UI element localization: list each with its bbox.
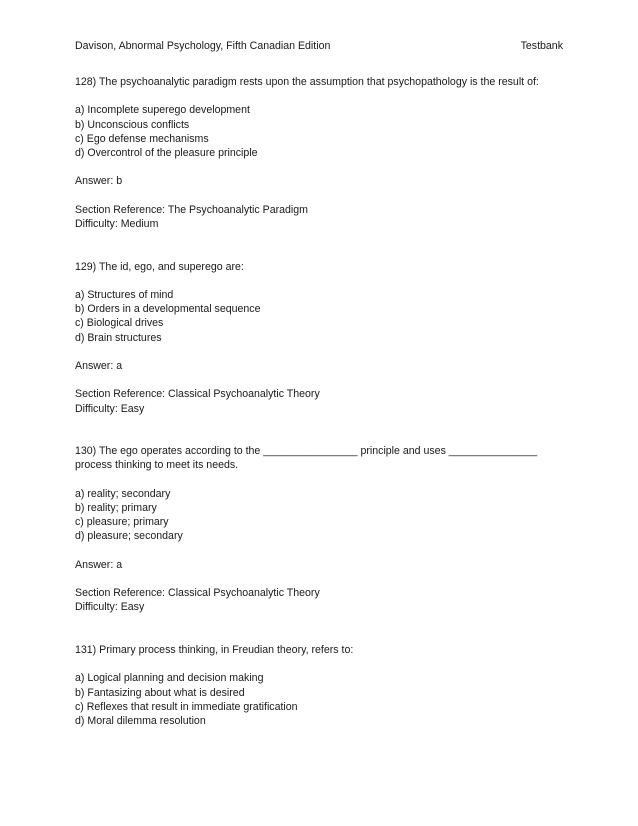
- answer-option: d) Overcontrol of the pleasure principle: [75, 147, 258, 159]
- answer-option: a) reality; secondary: [75, 487, 171, 500]
- answer-option: a) Structures of mind: [75, 288, 174, 301]
- answer-option: a) Logical planning and decision making: [75, 672, 264, 685]
- difficulty-level: Difficulty: Easy: [75, 601, 145, 614]
- question-131: [75, 643, 565, 728]
- question-stem: 129) The id, ego, and superego are:: [75, 260, 244, 273]
- answer-option: c) Biological drives: [75, 317, 164, 330]
- question-130: [75, 444, 565, 614]
- question-stem: 130) The ego operates according to the ________________ principle and uses _______________ process thinking to meet its needs.: [75, 445, 538, 472]
- section-reference: Section Reference: The Psychoanalytic Paradigm: [75, 203, 308, 216]
- correct-answer: Answer: a: [75, 359, 123, 372]
- page-content: [75, 75, 565, 728]
- answer-option: c) Ego defense mechanisms: [75, 132, 209, 145]
- answer-option: d) pleasure; secondary: [75, 530, 183, 543]
- question-129: [75, 260, 565, 416]
- question-stem: 131) Primary process thinking, in Freudian theory, refers to:: [75, 643, 354, 656]
- page-header: [75, 39, 563, 53]
- question-stem: 128) The psychoanalytic paradigm rests upon the assumption that psychopathology is the result of:: [75, 76, 539, 88]
- answer-option: b) Orders in a developmental sequence: [75, 303, 261, 316]
- answer-option: d) Brain structures: [75, 331, 162, 344]
- answer-option: b) Fantasizing about what is desired: [75, 686, 245, 699]
- answer-option: c) pleasure; primary: [75, 516, 169, 529]
- correct-answer: Answer: a: [75, 558, 123, 571]
- section-reference: Section Reference: Classical Psychoanalytic Theory: [75, 388, 320, 401]
- correct-answer: Answer: b: [75, 175, 123, 188]
- difficulty-level: Difficulty: Easy: [75, 402, 145, 415]
- section-reference: Section Reference: Classical Psychoanalytic Theory: [75, 587, 320, 600]
- answer-option: b) reality; primary: [75, 501, 157, 514]
- header-testbank-label: Testbank: [520, 40, 563, 52]
- answer-option: a) Incomplete superego development: [75, 104, 250, 117]
- answer-option: b) Unconscious conflicts: [75, 118, 190, 131]
- difficulty-level: Difficulty: Medium: [75, 217, 159, 230]
- answer-option: d) Moral dilemma resolution: [75, 714, 206, 727]
- answer-option: c) Reflexes that result in immediate gratification: [75, 700, 298, 713]
- header-book-title: Davison, Abnormal Psychology, Fifth Canadian Edition: [75, 40, 331, 52]
- question-128: [75, 75, 565, 231]
